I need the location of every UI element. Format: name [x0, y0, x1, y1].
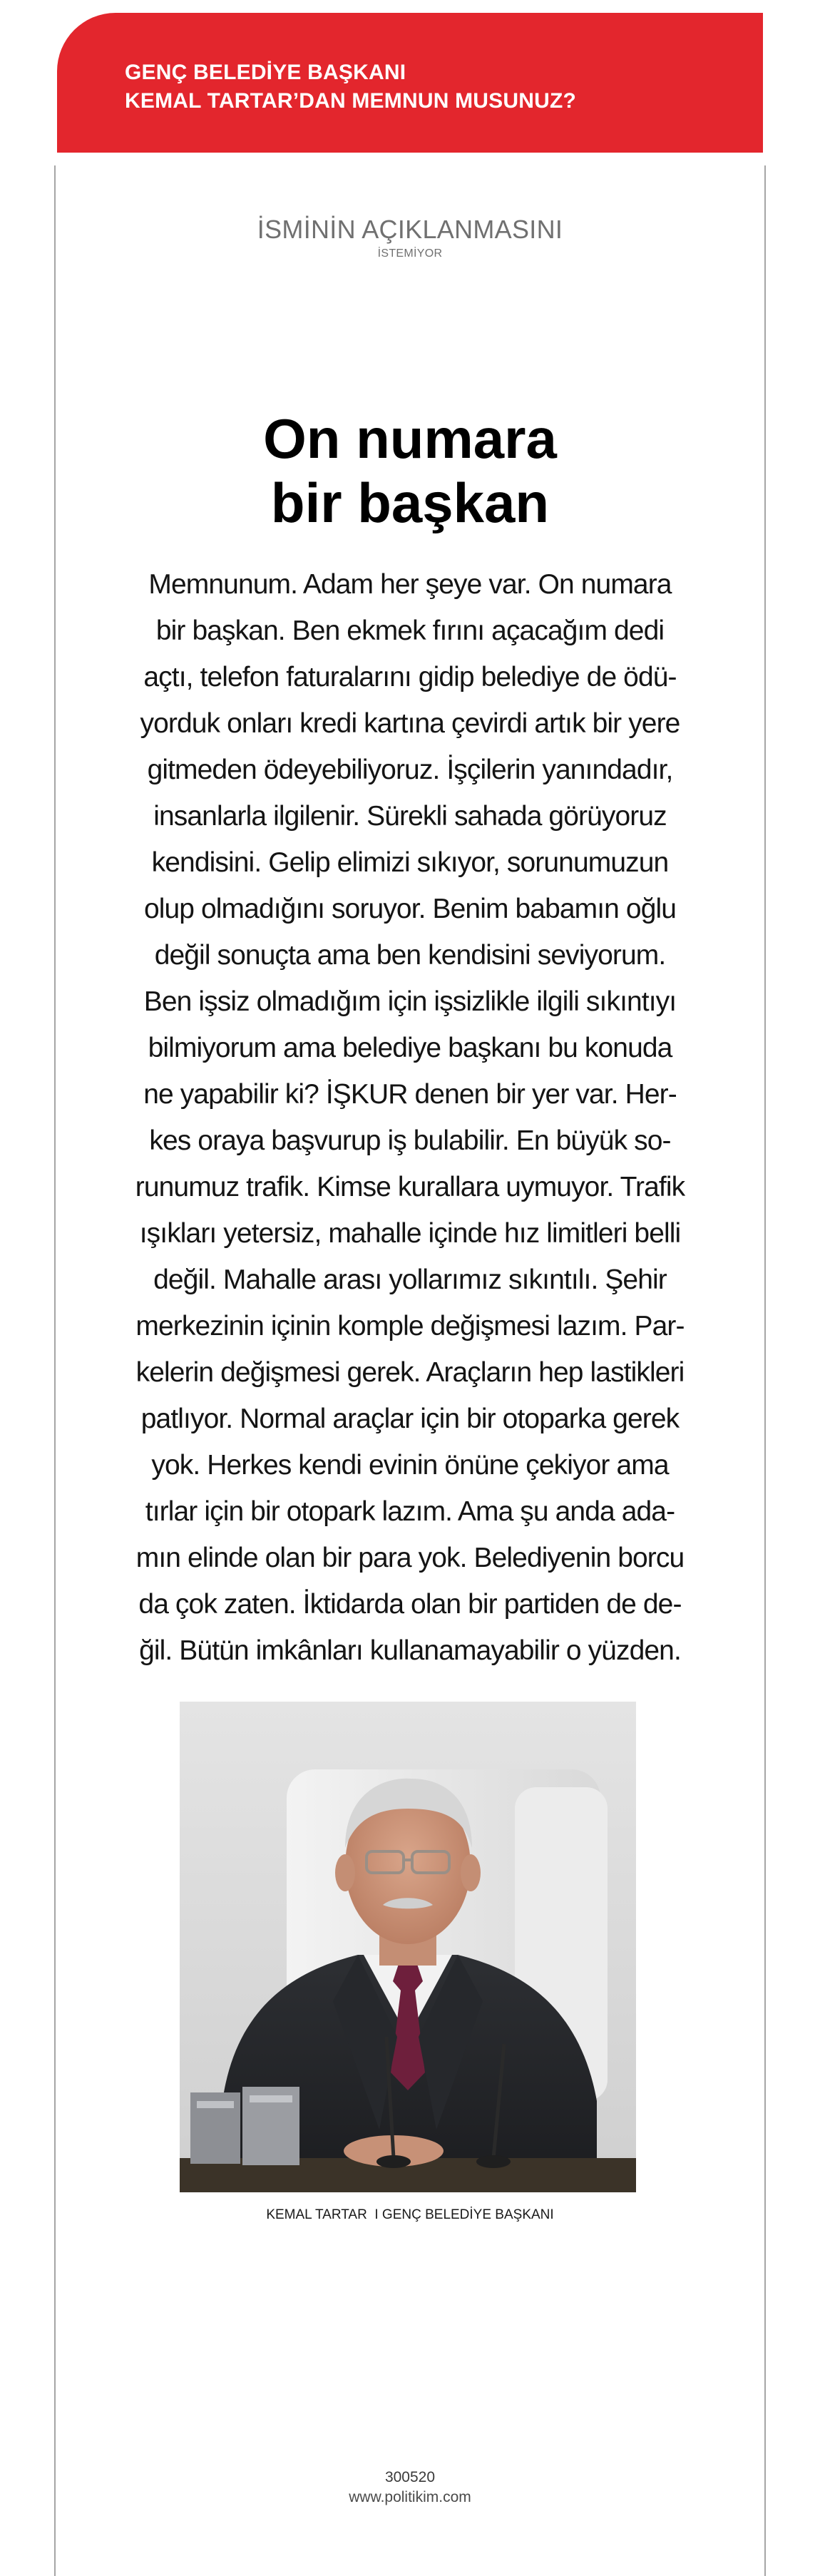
body-line: patlıyor. Normal araçlar için bir otoparka gerek [140, 1404, 680, 1434]
body-line: mın elinde olan bir para yok. Belediyenin borcu [135, 1543, 685, 1573]
body-line: ışıkları yetersiz, mahalle içinde hız limitleri belli [139, 1218, 681, 1249]
body-line: bir başkan. Ben ekmek fırını açacağım dedi [155, 615, 665, 646]
body-line: da çok zaten. İktidarda olan bir partiden de de- [138, 1589, 682, 1620]
kicker [0, 214, 820, 261]
body-line: ğil. Bütün imkânları kullanamayabilir o yüzden. [139, 1635, 681, 1666]
body-line: ne yapabilir ki? İŞKUR denen bir yer var. Her- [143, 1079, 677, 1110]
body-line: Memnunum. Adam her şeye var. On numara [148, 569, 672, 600]
body-line: insanlarla ilgilenir. Sürekli sahada görüyoruz [153, 801, 667, 832]
kicker-sub: İSTEMİYOR [377, 247, 443, 260]
footer-url: www.politikim.com [349, 2489, 471, 2505]
photo-caption: KEMAL TARTAR I GENÇ BELEDİYE BAŞKANI [266, 2207, 554, 2222]
headline [107, 407, 713, 535]
body-line: bilmiyorum ama belediye başkanı bu konuda [148, 1033, 672, 1063]
body-line: kelerin değişmesi gerek. Araçların hep lastikleri [135, 1357, 685, 1388]
footer-code: 300520 [384, 2469, 436, 2485]
banner-title-line-2: KEMAL TARTAR’DAN MEMNUN MUSUNUZ? [125, 89, 577, 113]
headline-line-2: bir başkan [270, 471, 550, 534]
body-line: yok. Herkes kendi evinin önüne çekiyor ama [151, 1450, 669, 1481]
header-banner [57, 13, 763, 153]
body-line: merkezinin içinin komple değişmesi lazım. Par- [135, 1311, 685, 1341]
article-body [114, 561, 706, 1674]
body-line: açtı, telefon faturalarını gidip belediye de ödü- [143, 662, 677, 692]
portrait-illustration [180, 1702, 636, 2192]
body-line: runumuz trafik. Kimse kurallara uymuyor. Trafik [135, 1172, 685, 1202]
body-line: olup olmadığını soruyor. Benim babamın oğlu [143, 894, 677, 924]
body-line: kes oraya başvurup iş bulabilir. En büyük so- [149, 1125, 671, 1156]
page-footer [0, 2468, 820, 2508]
headline-line-1: On numara [263, 407, 557, 470]
kicker-main: İSMİNİN AÇIKLANMASINI [257, 215, 563, 244]
body-line: tırlar için bir otopark lazım. Ama şu anda ada- [145, 1496, 675, 1527]
body-line: Ben işsiz olmadığım için işsizlikle ilgili sıkıntıyı [143, 986, 677, 1017]
body-line: kendisini. Gelip elimizi sıkıyor, sorunumuzun [151, 847, 669, 878]
portrait-photo [180, 1702, 636, 2192]
body-line: yorduk onları kredi kartına çevirdi artık bir yere [140, 708, 680, 739]
body-line: değil sonuçta ama ben kendisini seviyorum. [154, 940, 666, 971]
body-line: değil. Mahalle arası yollarımız sıkıntılı. Şehir [153, 1264, 667, 1295]
banner-title-line-1: GENÇ BELEDİYE BAŞKANI [125, 61, 406, 84]
body-line: gitmeden ödeyebiliyoruz. İşçilerin yanındadır, [147, 755, 673, 785]
